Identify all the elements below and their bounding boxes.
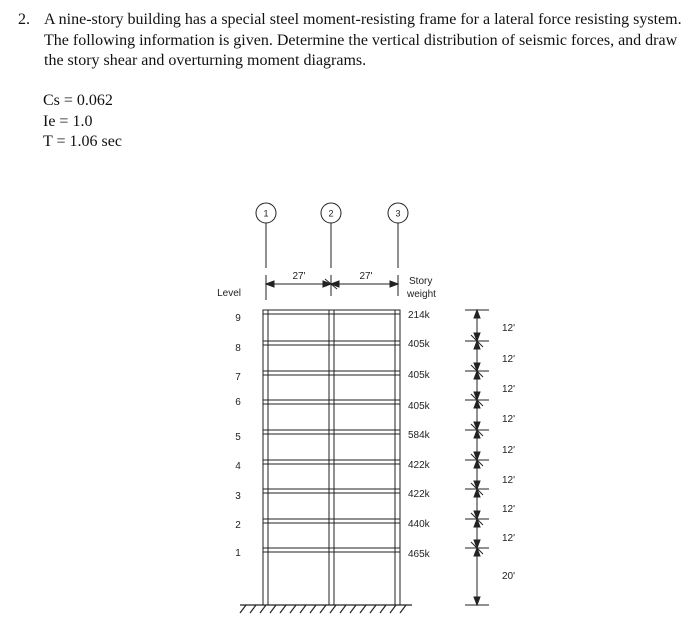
story-height: 12' [502, 354, 516, 365]
story-weight: 422k [408, 460, 430, 471]
problem-number: 2. [18, 11, 30, 28]
grid-label-3: 3 [395, 208, 401, 219]
story-weight: 465k [408, 549, 430, 560]
story-weight: 440k [408, 519, 430, 530]
story-weight: 405k [408, 370, 430, 381]
grid-label-1: 1 [263, 208, 269, 219]
level-label: 1 [235, 548, 241, 559]
story-weight: 405k [408, 339, 430, 350]
story-weight: 422k [408, 489, 430, 500]
story-height: 12' [502, 533, 516, 544]
level-label: 8 [235, 343, 241, 354]
ground-hatch [240, 605, 412, 613]
level-label: 5 [235, 432, 241, 443]
story-height: 20' [502, 571, 516, 582]
height-dimension-line [465, 310, 489, 605]
story-weight: 214k [408, 310, 430, 321]
level-header: Level [217, 288, 241, 299]
param-period: T = 1.06 sec [43, 133, 122, 150]
frame [263, 310, 400, 605]
story-weight: 405k [408, 401, 430, 412]
story-height: 12' [502, 384, 516, 395]
story-weight-header-1: Story [409, 276, 433, 287]
story-weight-header-2: weight [407, 289, 436, 300]
bay-width-2: 27' [359, 271, 373, 282]
story-weight: 584k [408, 430, 430, 441]
level-label: 9 [235, 313, 241, 324]
story-height: 12' [502, 504, 516, 515]
bay-dimension-line [266, 275, 398, 300]
story-height: 12' [502, 414, 516, 425]
problem-text: A nine-story building has a special steel moment-resisting frame for a lateral force resisting system. The following information is given. Determine the vertical distribution of seismic forces, and draw the story shear and overturning moment diagrams. [44, 11, 682, 69]
level-label: 4 [235, 461, 241, 472]
story-height: 12' [502, 475, 516, 486]
story-height: 12' [502, 445, 516, 456]
param-ie: Ie = 1.0 [43, 112, 93, 130]
story-height: 12' [502, 323, 516, 334]
param-cs: Cs = 0.062 [43, 92, 113, 109]
level-label: 6 [235, 397, 241, 408]
level-label: 7 [235, 372, 241, 383]
level-label: 3 [235, 491, 241, 502]
bay-width-1: 27' [292, 271, 306, 282]
grid-label-2: 2 [328, 208, 334, 219]
level-label: 2 [235, 520, 241, 531]
